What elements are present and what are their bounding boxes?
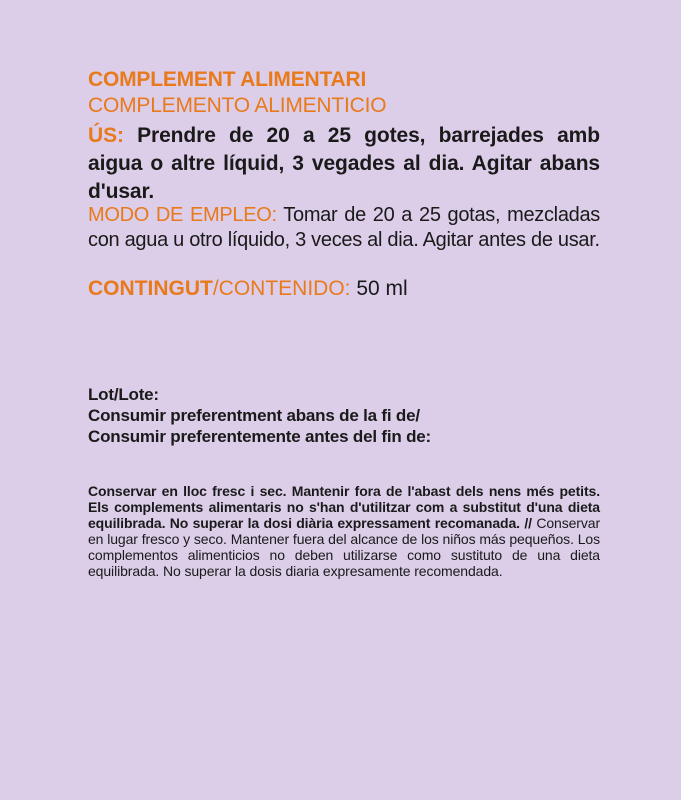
best-before-spanish: Consumir preferentemente antes del fin de:: [88, 427, 432, 446]
content-separator: /: [212, 277, 219, 300]
content-value: 50 ml: [350, 277, 408, 300]
content-line: [88, 276, 600, 302]
title-spanish: COMPLEMENTO ALIMENTICIO: [88, 94, 387, 117]
conservation-block: [88, 483, 600, 579]
usage-catalan-text: Prendre de 20 a 25 gotes, barrejades amb aigua o altre líquid, 3 vegades al dia. Agitar abans d'usar.: [88, 124, 600, 203]
usage-spanish-heading: MODO DE EMPLEO:: [88, 204, 277, 226]
content-heading-catalan: CONTINGUT: [88, 277, 213, 300]
content-heading-spanish: CONTENIDO:: [218, 277, 351, 300]
usage-spanish-text: Tomar de 20 a 25 gotas, mezcladas con agua u otro líquido, 3 veces al dia. Agitar antes de usar.: [88, 204, 600, 251]
lot-label: Lot/Lote:: [88, 385, 159, 404]
usage-catalan-heading: ÚS:: [88, 124, 124, 147]
lot-block: [88, 384, 600, 447]
best-before-catalan: Consumir preferentment abans de la fi de/: [88, 406, 420, 425]
conservation-catalan: Conservar en lloc fresc i sec. Mantenir fora de l'abast dels nens més petits. Els complements alimentaris no s'han d'utilitzar com a substitut d'una dieta equilibrada. No superar la dosi diària expressament recomanada. //: [88, 483, 600, 531]
usage-spanish: [88, 203, 600, 253]
usage-catalan: [88, 122, 600, 206]
conservation-spanish: Conservar en lugar fresco y seco. Mantener fuera del alcance de los niños más pequeños. Los complementos alimenticios no deben utilizarse como sustituto de una dieta equilibrada. No superar la dosis diaria expresamente recomendada.: [88, 515, 601, 579]
title-catalan: COMPLEMENT ALIMENTARI: [88, 68, 367, 91]
